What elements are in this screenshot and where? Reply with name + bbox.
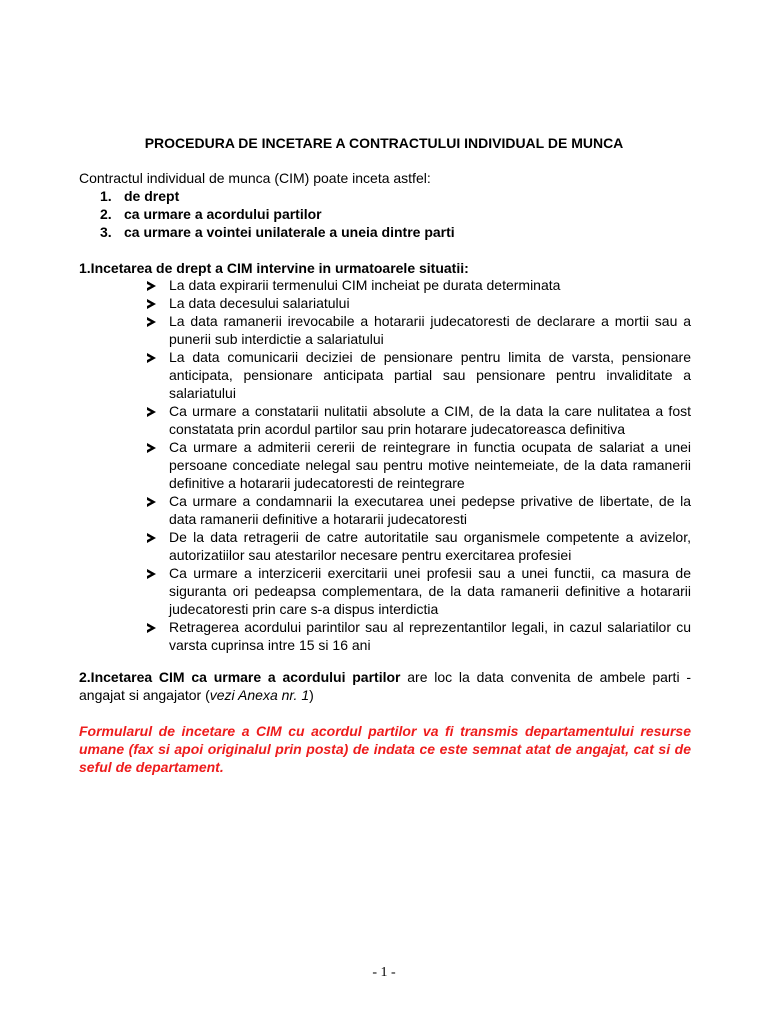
arrow-bullet-icon: [147, 569, 156, 579]
list-number: 3.: [100, 224, 112, 240]
arrow-bullet-icon: [147, 317, 156, 327]
termination-ways-list: [100, 187, 455, 241]
section-2-paragraph: [79, 668, 691, 704]
arrow-bullet-icon: [147, 443, 156, 453]
bullet-item: [145, 294, 691, 312]
bullet-text: La data expirarii termenului CIM incheiat pe durata determinata: [169, 277, 561, 293]
page-number: - 1 -: [372, 965, 396, 980]
bullet-item: [145, 402, 691, 438]
section-2-heading: 2.Incetarea CIM ca urmare a acordului partilor: [79, 669, 401, 685]
arrow-bullet-icon: [147, 497, 156, 507]
arrow-bullet-icon: [147, 533, 156, 543]
document-title: PROCEDURA DE INCETARE A CONTRACTULUI INDIVIDUAL DE MUNCA: [144, 135, 624, 151]
bullet-text: La data comunicarii deciziei de pensionare pentru limita de varsta, pensionare anticipata, pensionare anticipata partial sau pensionare pentru invaliditate a salariatului: [169, 349, 691, 401]
arrow-bullet-icon: [147, 299, 156, 309]
notice-paragraph: Formularul de incetare a CIM cu acordul partilor va fi transmis departamentului resurse umane (fax si apoi originalul prin posta) de indata ce este semnat atat de angajat, cat si de seful de departament.: [79, 723, 691, 775]
list-label: de drept: [124, 188, 180, 204]
bullet-text: Ca urmare a admiterii cererii de reintegrare in functia ocupata de salariat a unei persoane concediate nelegal sau pentru motive neintemeiate, de la data ramanerii definitive a hotararii judecatoresti de reintegrare: [169, 439, 691, 491]
bullet-text: De la data retragerii de catre autoritatile sau organismele competente a avizelor, autorizatiilor sau atestarilor necesare pentru exercitarea profesiei: [169, 529, 691, 563]
bullet-item: [145, 528, 691, 564]
list-label: ca urmare a acordului partilor: [124, 206, 322, 222]
bullet-item: [145, 564, 691, 618]
list-item: [100, 187, 455, 205]
bullet-item: [145, 618, 691, 654]
bullet-item: [145, 348, 691, 402]
annex-reference: vezi Anexa nr. 1: [209, 687, 310, 703]
bullet-text: Retragerea acordului parintilor sau al reprezentantilor legali, in cazul salariatilor cu varsta cuprinsa intre 15 si 16 ani: [169, 619, 691, 653]
bullet-item: [145, 438, 691, 492]
arrow-bullet-icon: [147, 353, 156, 363]
section-1-bullet-list: [145, 276, 691, 654]
bullet-item: [145, 492, 691, 528]
bullet-text: La data decesului salariatului: [169, 295, 350, 311]
section-2-close: ): [309, 687, 314, 703]
section-2-text: are loc la data convenita de ambele parti - angajat si angajator (: [79, 669, 691, 703]
list-number: 1.: [100, 188, 112, 204]
bullet-text: La data ramanerii irevocabile a hotararii judecatoresti de declarare a mortii sau a punerii sub interdictie a salariatului: [169, 313, 691, 347]
arrow-bullet-icon: [147, 407, 156, 417]
list-number: 2.: [100, 206, 112, 222]
bullet-text: Ca urmare a constatarii nulitatii absolute a CIM, de la data la care nulitatea a fost constatata prin acordul partilor sau prin hotarare judecatoreasca definitiva: [169, 403, 691, 437]
bullet-text: Ca urmare a interzicerii exercitarii unei profesii sau a unei functii, ca masura de siguranta ori pedeapsa complementara, de la data ramanerii definitive a hotararii judecatoresti prin care s-a dispus interdictia: [169, 565, 691, 617]
list-item: [100, 223, 455, 241]
intro-text: Contractul individual de munca (CIM) poate inceta astfel:: [79, 170, 431, 186]
list-label: ca urmare a vointei unilaterale a uneia dintre parti: [124, 224, 455, 240]
arrow-bullet-icon: [147, 281, 156, 291]
section-1-heading: 1.Incetarea de drept a CIM intervine in urmatoarele situatii:: [79, 260, 469, 276]
bullet-item: [145, 276, 691, 294]
bullet-item: [145, 312, 691, 348]
bullet-text: Ca urmare a condamnarii la executarea unei pedepse privative de libertate, de la data ramanerii definitive a hotararii judecatoresti: [169, 493, 691, 527]
arrow-bullet-icon: [147, 623, 156, 633]
list-item: [100, 205, 455, 223]
